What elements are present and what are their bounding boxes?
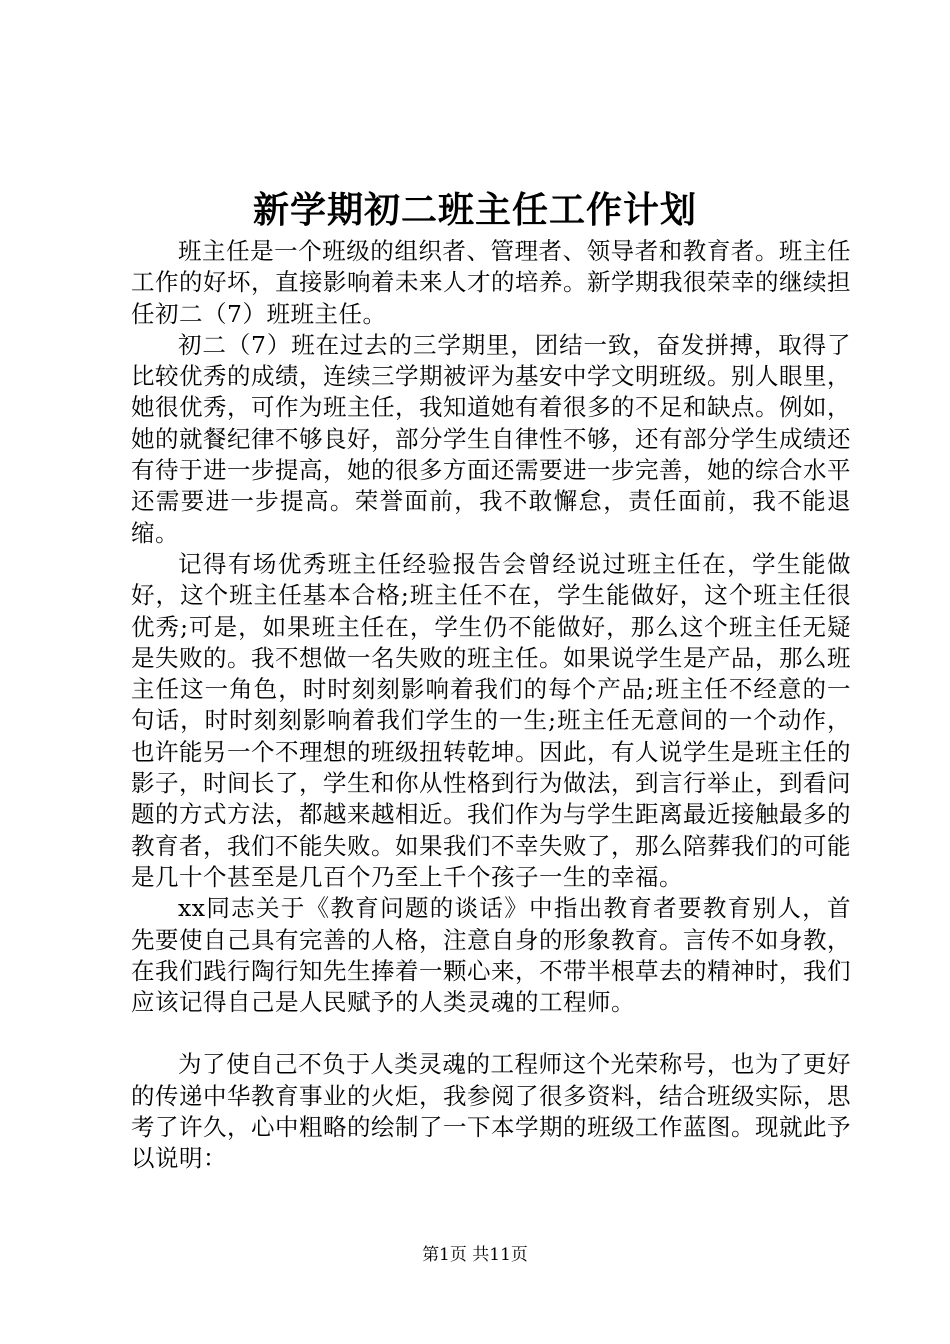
document-title: 新学期初二班主任工作计划 <box>252 189 697 231</box>
page-number-footer: 第1页 共11页 <box>422 1245 528 1265</box>
paragraph-spacer <box>131 1018 851 1049</box>
paragraph-4: xx同志关于《教育问题的谈话》中指出教育者要教育别人，首先要使自己具有完善的人格，注意自身的形象教育。言传不如身教，在我们践行陶行知先生捧着一颗心来，不带半根草去的精神时，我们应该记得自己是人民赋予的人类灵魂的工程师。 <box>131 894 851 1017</box>
paragraph-3: 记得有场优秀班主任经验报告会曾经说过班主任在，学生能做好，这个班主任基本合格;班主任不在，学生能做好，这个班主任很优秀;可是，如果班主任在，学生仍不能做好，那么这个班主任无疑是失败的。我不想做一名失败的班主任。如果说学生是产品，那么班主任这一角色，时时刻刻影响着我们的每个产品;班主任不经意的一句话，时时刻刻影响着我们学生的一生;班主任无意间的一个动作，也许能另一个不理想的班级扭转乾坤。因此，有人说学生是班主任的影子，时间长了，学生和你从性格到行为做法，到言行举止，到看问题的方式方法，都越来越相近。我们作为与学生距离最近接触最多的教育者，我们不能失败。如果我们不幸失败了，那么陪葬我们的可能是几十个甚至是几百个乃至上千个孩子一生的幸福。 <box>131 549 851 891</box>
paragraph-5: 为了使自己不负于人类灵魂的工程师这个光荣称号，也为了更好的传递中华教育事业的火炬，我参阅了很多资料，结合班级实际，思考了许久，心中粗略的绘制了一下本学期的班级工作蓝图。现就此予以说明： <box>131 1050 851 1173</box>
paragraph-1: 班主任是一个班级的组织者、管理者、领导者和教育者。班主任工作的好坏，直接影响着未来人才的培养。新学期我很荣幸的继续担任初二（7）班班主任。 <box>131 237 851 328</box>
paragraph-2: 初二（7）班在过去的三学期里，团结一致，奋发拼搏，取得了比较优秀的成绩，连续三学期被评为基安中学文明班级。别人眼里，她很优秀，可作为班主任，我知道她有着很多的不足和缺点。例如，她的就餐纪律不够良好，部分学生自律性不够，还有部分学生成绩还有待于进一步提高，她的很多方面还需要进一步完善，她的综合水平还需要进一步提高。荣誉面前，我不敢懈怠，责任面前，我不能退缩。 <box>131 330 851 547</box>
document-body <box>131 236 851 1175</box>
